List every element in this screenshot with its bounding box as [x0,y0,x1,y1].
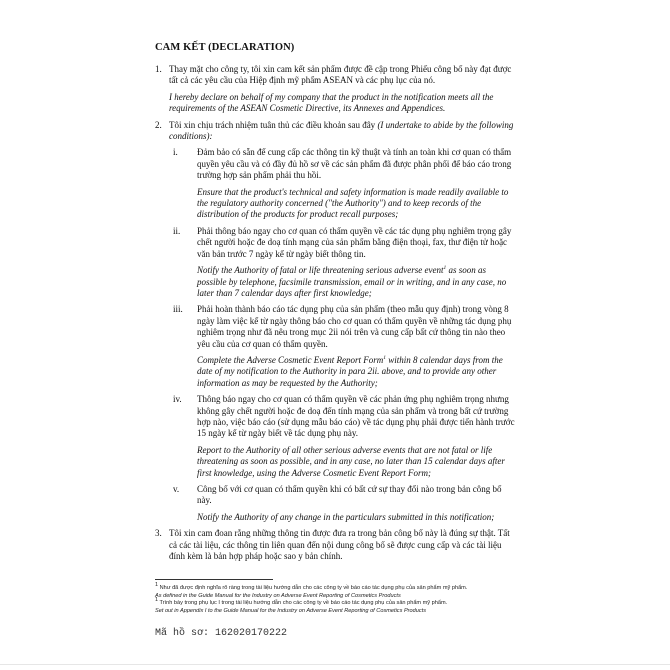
footnote-ref: 1 [383,354,387,361]
page-bottom-divider [0,664,670,665]
condition-text-en: Report to the Authority of all other serious adverse events that are not fatal or life threatening as soon as possible, and in any case, no later than 15 calendar days after first knowledge, using the Adverse Cosmetic Event Report Form; [197,444,505,478]
item-text-en: I hereby declare on behalf of my company that the product in the notification meets all the requirements of the ASEAN Cosmetic Directive, its Annexes and Appendices. [169,91,494,114]
condition-text-en [197,355,517,389]
condition-number: v. [173,484,180,494]
condition-text-vi: Thông báo ngay cho cơ quan có thẩm quyền về các phản ứng phụ nghiêm trọng nhưng không gây chết người hoặc đe doạ đến tính mạng của sản phẩm và trong bất cứ trường hợp nào, việc báo cáo (sử dụng mẫu báo cáo) về tác dụng phụ phải được tiến hành trước 15 ngày kể từ ngày biết về tác dụng phụ này. [197,394,515,439]
item-text-vi: Thay mặt cho công ty, tôi xin cam kết sản phẩm được đề cập trong Phiếu công bố này đạt được tất cả các yêu cầu của Hiệp định mỹ phẩm ASEAN và các phụ lục của nó. [169,64,512,86]
footnote-vi: Trình bày trong phụ lục I trong tài liệu hướng dẫn cho các công ty về báo cáo tác dụng phụ của sản phẩm mỹ phẩm. [159,600,448,607]
condition-text-en: Notify the Authority of any change in the particulars submitted in this notification; [197,511,495,522]
condition-number: iv. [173,394,182,405]
condition-iii [169,304,517,389]
condition-text-vi: Công bố với cơ quan có thẩm quyền khi có bất cứ sự thay đổi nào trong bản công bố này. [197,484,502,506]
item-number: 3. [155,528,162,539]
record-number: Mã hồ sơ: 162020170222 [155,628,288,639]
condition-v [169,484,517,523]
condition-number: iii. [173,304,183,315]
condition-i [169,147,517,220]
condition-text-en: Ensure that the product's technical and safety information is made readily available to the regulatory authority concerned ("the Authority") and to keep records of the distribution of the products for product recall purposes; [197,186,509,220]
footnote-marker: 1 [155,582,159,589]
page-title: CAM KẾT (DECLARATION) [155,42,295,53]
footnote-vi: Như đã được định nghĩa rõ ràng trong tài liệu hướng dẫn cho các công ty về báo cáo tác dụng phụ của sản phẩm mỹ phẩm. [159,585,468,591]
condition-text-en-a: Notify the Authority of fatal or life threatening serious adverse event [197,265,444,276]
condition-text-vi: Đảm bảo có sẵn để cung cấp các thông tin kỹ thuật và tính an toàn khi cơ quan có thẩm quyền yêu cầu và có đầy đủ hồ sơ về các sản phẩm đã được phân phối để báo cáo trong trường hợp sản phẩm phải thu hồi. [197,147,512,181]
item-text-vi-main: Tôi xin chịu trách nhiệm tuân thủ các điều khoản sau đây [169,119,376,130]
condition-text-en [197,265,517,299]
declaration-item-3 [155,528,517,562]
condition-text-en-a: Complete the Adverse Cosmetic Event Report Form [197,354,384,365]
condition-iv [169,394,517,479]
footnote-marker: 1 [155,597,159,604]
condition-text-vi: Phải thông báo ngay cho cơ quan có thẩm quyền về các tác dụng phụ nghiêm trọng gây chết người hoặc đe doạ tính mạng của sản phẩm bằng điện thoại, fax, thư điện tử hoặc văn bản trước 7 ngày kể từ ngày biết thông tin. [197,225,512,259]
footnotes [155,582,517,615]
item-number: 2. [155,119,162,130]
item-text-en-inline: (I undertake to abide by the following conditions): [169,119,514,142]
item-text-vi: Tôi xin cam đoan rằng những thông tin được đưa ra trong bản công bố này là đúng sự thật. Tất cả các tài liệu, các thông tin liên quan đến nội dung công bố sẽ được cung cấp và các tài liệu đính kèm là bản hợp pháp hoặc sao y bản chính. [169,528,510,562]
condition-number: i. [173,147,178,158]
footnote-divider [155,579,273,580]
footnote-ref: 1 [443,265,447,272]
footnote-2 [155,597,517,615]
condition-text-vi: Phải hoàn thành báo cáo tác dụng phụ của sản phẩm (theo mẫu quy định) trong vòng 8 ngày làm việc kể từ ngày thông báo cho cơ quan có thẩm quyền về những tác dụng phụ nghiêm trọng như đã nêu trong mục 2ii nói trên và cung cấp bất cứ thông tin nào theo yêu cầu của cơ quan có thẩm quyền. [197,304,512,349]
footnote-text-vi [155,597,517,608]
declaration-item-1 [155,64,517,115]
condition-text-en-b: as soon as possible by telephone, facsimile transmission, email or in writing, and in any case, no later than 7 calendar days after first knowledge; [197,265,507,298]
condition-number: ii. [173,225,181,236]
item-text-vi [169,120,517,143]
declaration-item-2 [155,120,517,524]
footnote-text-en: Set out in Appendix I to the Guide Manual for the Industry on Adverse Event Reporting of Cosmetics Products [155,607,427,614]
item-number: 1. [155,64,162,74]
condition-text-en-b: within 8 calendar days from the date of my notification to the Authority in para 2ii. above, and to provide any other information as may be requested by the Authority; [197,354,503,388]
footnote-1 [155,582,517,600]
footnote-text-vi [155,582,517,593]
footnote-text-en: As defined in the Guide Manual for the Industry on Adverse Event Reporting of Cosmetics Products [155,592,401,599]
condition-ii [169,226,517,299]
declaration-content [155,42,517,567]
